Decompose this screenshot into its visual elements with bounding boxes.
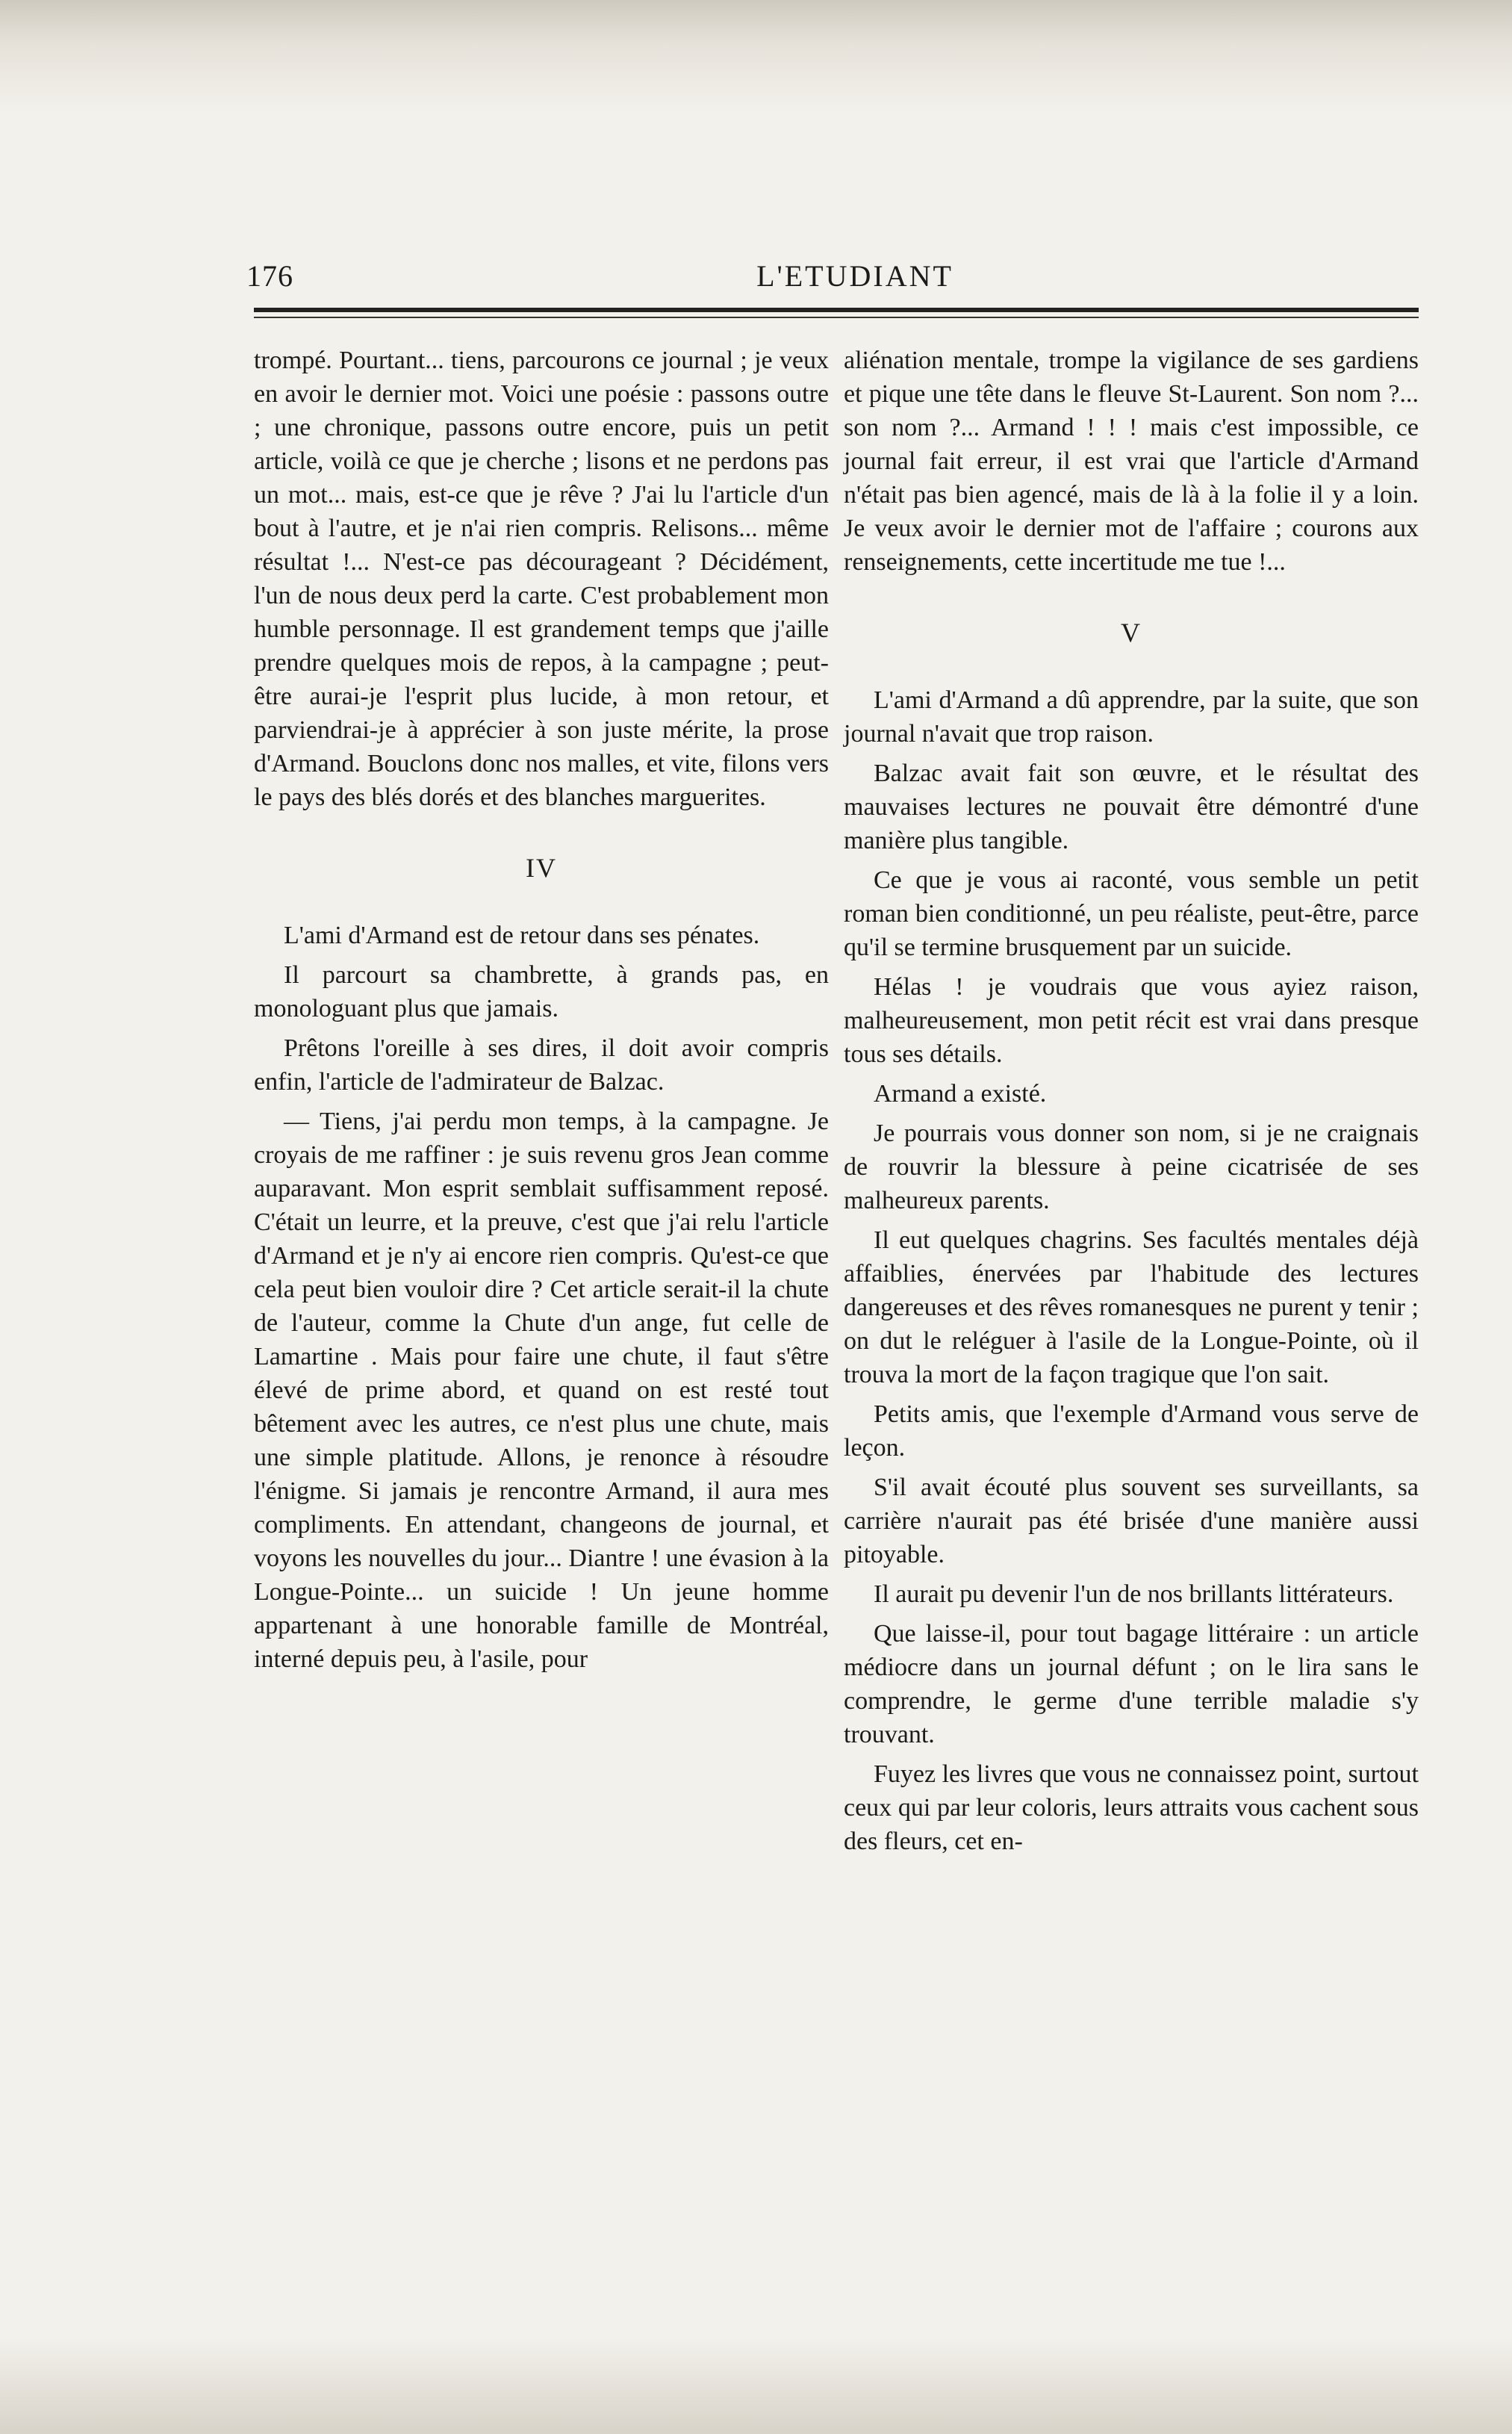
paragraph: Prêtons l'oreille à ses dires, il doit avoir compris enfin, l'article de l'admirateur de Balzac. bbox=[254, 1034, 829, 1096]
paragraph: Balzac avait fait son œuvre, et le résultat des mauvaises lectures ne pouvait être démontré d'une manière plus tangible. bbox=[844, 760, 1419, 854]
scan-shadow-top bbox=[0, 0, 1512, 112]
running-title: L'ETUDIANT bbox=[756, 259, 953, 293]
paragraph: L'ami d'Armand est de retour dans ses pénates. bbox=[284, 922, 760, 949]
paragraph: Il eut quelques chagrins. Ses facultés mentales déjà affaiblies, énervées par l'habitude des lectures dangereuses et des rêves romanesques ne purent y tenir ; on dut le reléguer à l'asile de la Longue-Pointe, où il trouva la mort de la façon tragique que l'on sait. bbox=[844, 1226, 1419, 1388]
paragraph: Ce que je vous ai raconté, vous semble un petit roman bien conditionné, un peu réaliste, peut-être, parce qu'il se termine brusquement par un suicide. bbox=[844, 866, 1419, 961]
scan-shadow-bottom bbox=[0, 2338, 1512, 2434]
paragraph: Petits amis, que l'exemple d'Armand vous serve de leçon. bbox=[844, 1400, 1419, 1462]
paragraph: Hélas ! je voudrais que vous ayiez raison, malheureusement, mon petit récit est vrai dans presque tous ses détails. bbox=[844, 973, 1419, 1068]
header-rule-thin bbox=[254, 317, 1419, 318]
paragraph: aliénation mentale, trompe la vigilance de ses gardiens et pique une tête dans le fleuve St-Laurent. Son nom ?... son nom ?... Armand ! ! ! mais c'est impossible, ce journal fait erreur, il est vrai que l'article d'Armand n'était pas bien agencé, mais de là à la folie il y a loin. Je veux avoir le dernier mot de l'affaire ; courons aux renseignements, cette incertitude me tue !... bbox=[844, 347, 1419, 576]
paragraph: — Tiens, j'ai perdu mon temps, à la campagne. Je croyais de me raffiner : je suis revenu gros Jean comme auparavant. Mon esprit semblait suffisamment reposé. C'était un leurre, et la preuve, c'est que j'ai relu l'article d'Armand et je n'y ai encore rien compris. Qu'est-ce que cela peut bien vouloir dire ? Cet article serait-il la chute de l'auteur, comme la Chute d'un ange, fut celle de Lamartine . Mais pour faire une chute, il faut s'être élevé de prime abord, et quand on est resté tout bêtement avec les autres, ce n'est plus une chute, mais une simple platitude. Allons, je renonce à résoudre l'énigme. Si jamais je rencontre Armand, il aura mes compliments. En attendant, changeons de journal, et voyons les nouvelles du jour... Diantre ! une évasion à la Longue-Pointe... un suicide ! Un jeune homme appartenant à une honorable famille de Montréal, interné depuis peu, à l'asile, pour bbox=[254, 1108, 829, 1673]
paragraph: Il parcourt sa chambrette, à grands pas, en monologuant plus que jamais. bbox=[254, 961, 829, 1022]
paragraph: L'ami d'Armand a dû apprendre, par la suite, que son journal n'avait que trop raison. bbox=[844, 686, 1419, 748]
paragraph: Fuyez les livres que vous ne connaissez point, surtout ceux qui par leur coloris, leurs attraits vous cachent sous des fleurs, cet en- bbox=[844, 1760, 1419, 1855]
page-number: 176 bbox=[246, 259, 293, 293]
section-heading-v: V bbox=[1121, 618, 1142, 648]
left-column bbox=[254, 344, 829, 1682]
paragraph: Que laisse-il, pour tout bagage littéraire : un article médiocre dans un journal défunt ; on le lira sans le comprendre, le germe d'une terrible maladie s'y trouvant. bbox=[844, 1620, 1419, 1748]
paragraph: Armand a existé. bbox=[874, 1080, 1047, 1108]
paragraph: S'il avait écouté plus souvent ses surveillants, sa carrière n'aurait pas été brisée d'une manière aussi pitoyable. bbox=[844, 1474, 1419, 1568]
paragraph: Il aurait pu devenir l'un de nos brillants littérateurs. bbox=[874, 1580, 1394, 1608]
right-column bbox=[844, 344, 1419, 1864]
paragraph: trompé. Pourtant... tiens, parcourons ce journal ; je veux en avoir le dernier mot. Voici une poésie : passons outre ; une chronique, passons outre encore, puis un petit article, voilà ce que je cherche ; lisons et ne perdons pas un mot... mais, est-ce que je rêve ? J'ai lu l'article d'un bout à l'autre, et je n'ai rien compris. Relisons... même résultat !... N'est-ce pas décourageant ? Décidément, l'un de nous deux perd la carte. C'est probablement mon humble personnage. Il est grandement temps que j'aille prendre quelques mois de repos, à la campagne ; peut-être aurai-je l'esprit plus lucide, à mon retour, et parviendrai-je à apprécier à son juste mérite, la prose d'Armand. Bouclons donc nos malles, et vite, filons vers le pays des blés dorés et des blanches marguerites. bbox=[254, 347, 829, 811]
paragraph: Je pourrais vous donner son nom, si je ne craignais de rouvrir la blessure à peine cicatrisée de ses malheureux parents. bbox=[844, 1120, 1419, 1214]
section-heading-iv: IV bbox=[526, 853, 557, 883]
header-rule-thick bbox=[254, 308, 1419, 312]
